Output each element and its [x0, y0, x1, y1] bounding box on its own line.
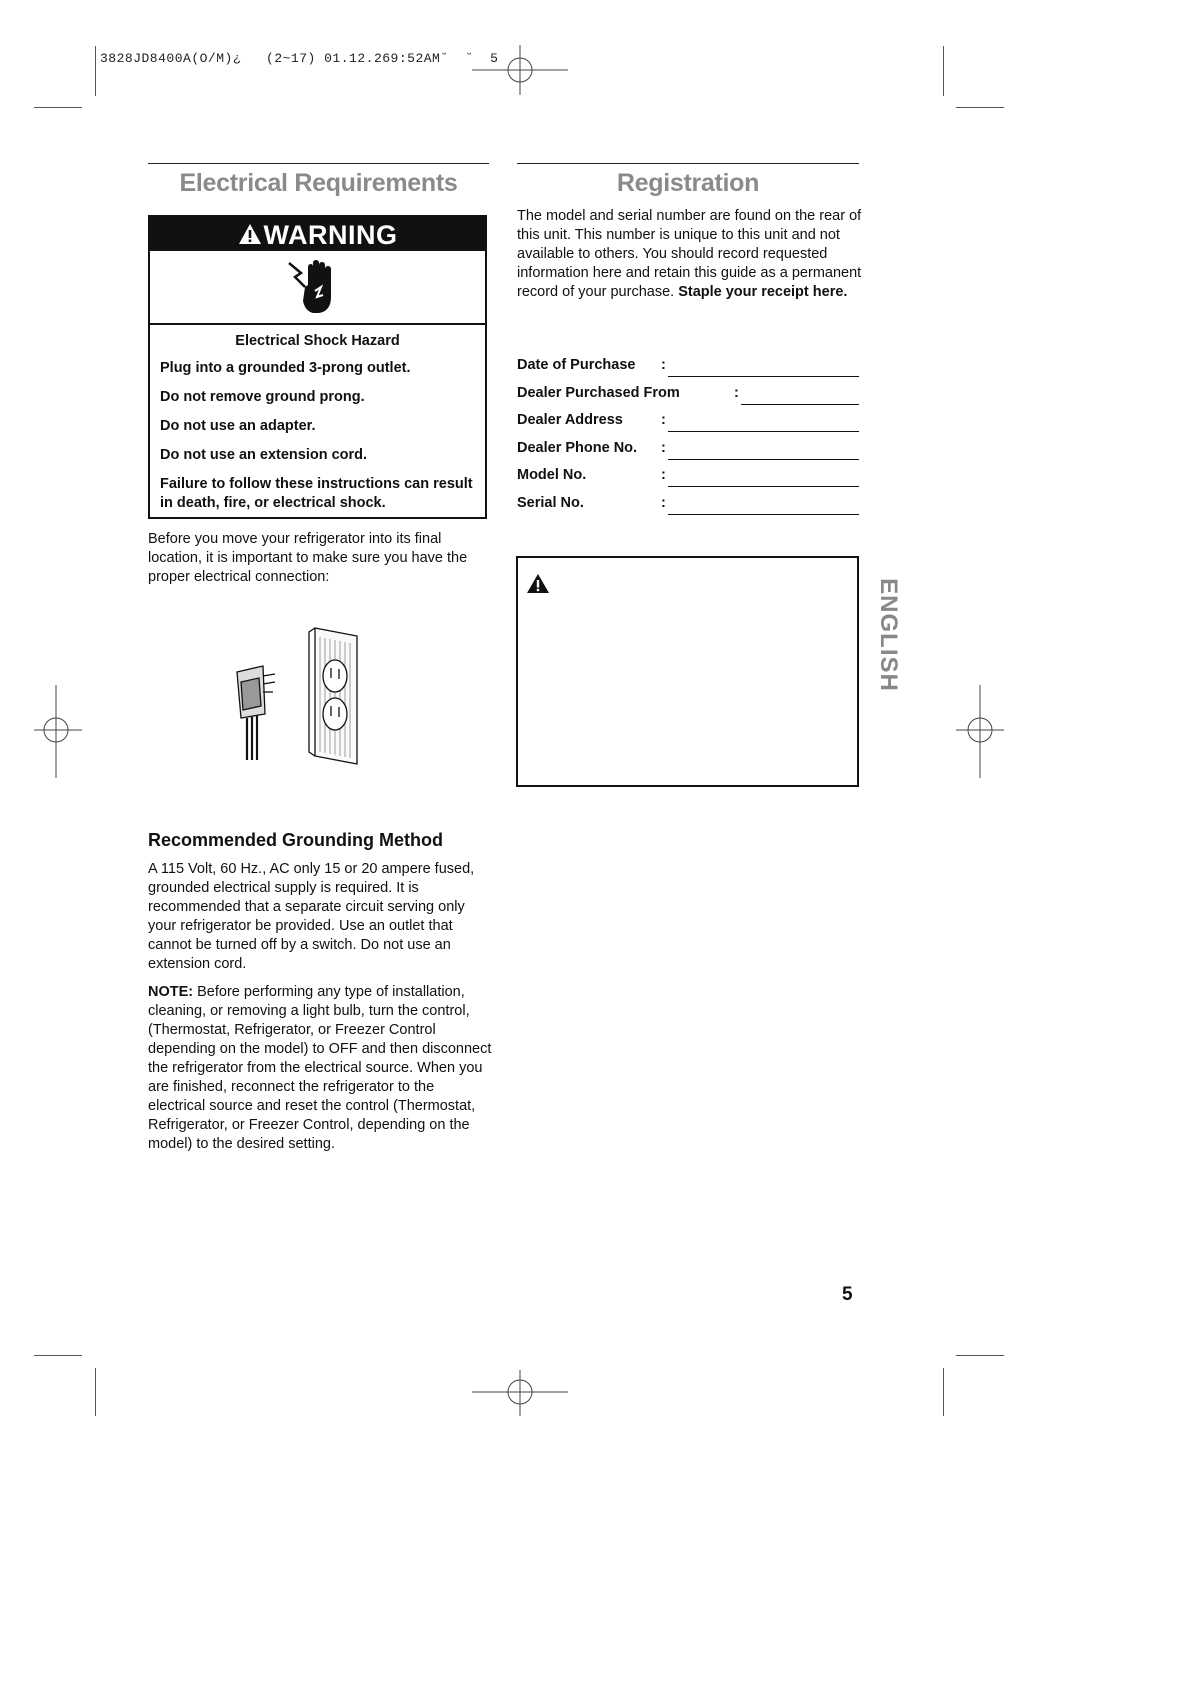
warning-triangle-icon [526, 573, 550, 594]
field-label: Model No. [517, 467, 587, 483]
language-side-tab: ENGLISH [875, 578, 902, 692]
field-label: Date of Purchase [517, 357, 636, 373]
registration-intro [517, 207, 862, 302]
field-label: Dealer Phone No. [517, 440, 638, 456]
section-rule-left [148, 163, 489, 164]
plug-and-outlet-illustration [225, 622, 385, 767]
field-serial-no[interactable]: Serial No. : [517, 495, 859, 515]
warning-triangle-icon [238, 223, 262, 245]
hazard-line: Failure to follow these instructions can result in death, fire, or electrical shock. [160, 476, 473, 511]
field-date-of-purchase[interactable]: Date of Purchase : [517, 357, 859, 377]
field-label: Dealer Address [517, 412, 623, 428]
grounding-heading: Recommended Grounding Method [148, 830, 443, 850]
blank-line [741, 404, 859, 405]
blank-line [668, 376, 859, 377]
section-title-electrical: Electrical Requirements [179, 169, 458, 197]
blank-line [668, 486, 859, 487]
electrical-intro: Before you move your refrigerator into its final location, it is important to make sure you have the proper electrical connection: [148, 531, 468, 585]
section-title-registration: Registration [616, 169, 760, 197]
hazard-line: Do not use an adapter. [160, 418, 316, 434]
registration-intro-text: The model and serial number are found on the rear of this unit. This number is unique to this unit and not available to others. You should record requested information here and retain this guide as a permanent record of your purchase. [517, 208, 862, 300]
page-number: 5 [842, 1284, 853, 1305]
caution-box [516, 556, 859, 787]
hazard-title: Electrical Shock Hazard [235, 333, 400, 349]
blank-line [668, 431, 859, 432]
note-label: NOTE: [148, 984, 194, 1000]
hazard-line: Do not use an extension cord. [160, 447, 368, 463]
field-dealer-address[interactable]: Dealer Address : [517, 412, 859, 432]
grounding-paragraph: A 115 Volt, 60 Hz., AC only 15 or 20 ampere fused, grounded electrical supply is required. It is recommended that a separate circuit serving only your refrigerator be provided. Use an outlet that cannot be turned off by a switch. Do not use an extension cord. [148, 861, 475, 972]
hazard-line: Plug into a grounded 3-prong outlet. [160, 360, 411, 376]
print-header-code: 3828JD8400A(O/M)¿ (2~17) 01.12.269:52AM˘ ˘ 5 [100, 51, 499, 66]
electric-shock-hand-icon [275, 257, 345, 319]
field-model-no[interactable]: Model No. : [517, 467, 859, 487]
warning-label: WARNING [263, 220, 398, 250]
section-rule-right [517, 163, 859, 164]
hazard-line: Do not remove ground prong. [160, 389, 365, 405]
field-dealer-purchased-from[interactable]: Dealer Purchased From : [517, 385, 859, 405]
staple-receipt-note: Staple your receipt here. [678, 284, 848, 300]
note-paragraph [148, 983, 494, 1154]
blank-line [668, 459, 859, 460]
field-dealer-phone[interactable]: Dealer Phone No. : [517, 440, 859, 460]
warning-header [150, 217, 485, 251]
field-label: Dealer Purchased From [517, 385, 680, 401]
note-text: Before performing any type of installation, cleaning, or removing a light bulb, turn the control, (Thermostat, Refrigerator, or Freezer Control depending on the model) to OFF and then disconnect the refrigerator from the electrical source. When you are finished, reconnect the refrigerator to the electrical source and reset the control (Thermostat, Refrigerator, or Freezer Control, depending on the model) to the desired setting. [148, 984, 492, 1152]
warning-box [148, 215, 487, 519]
field-label: Serial No. [517, 495, 584, 511]
blank-line [668, 514, 859, 515]
